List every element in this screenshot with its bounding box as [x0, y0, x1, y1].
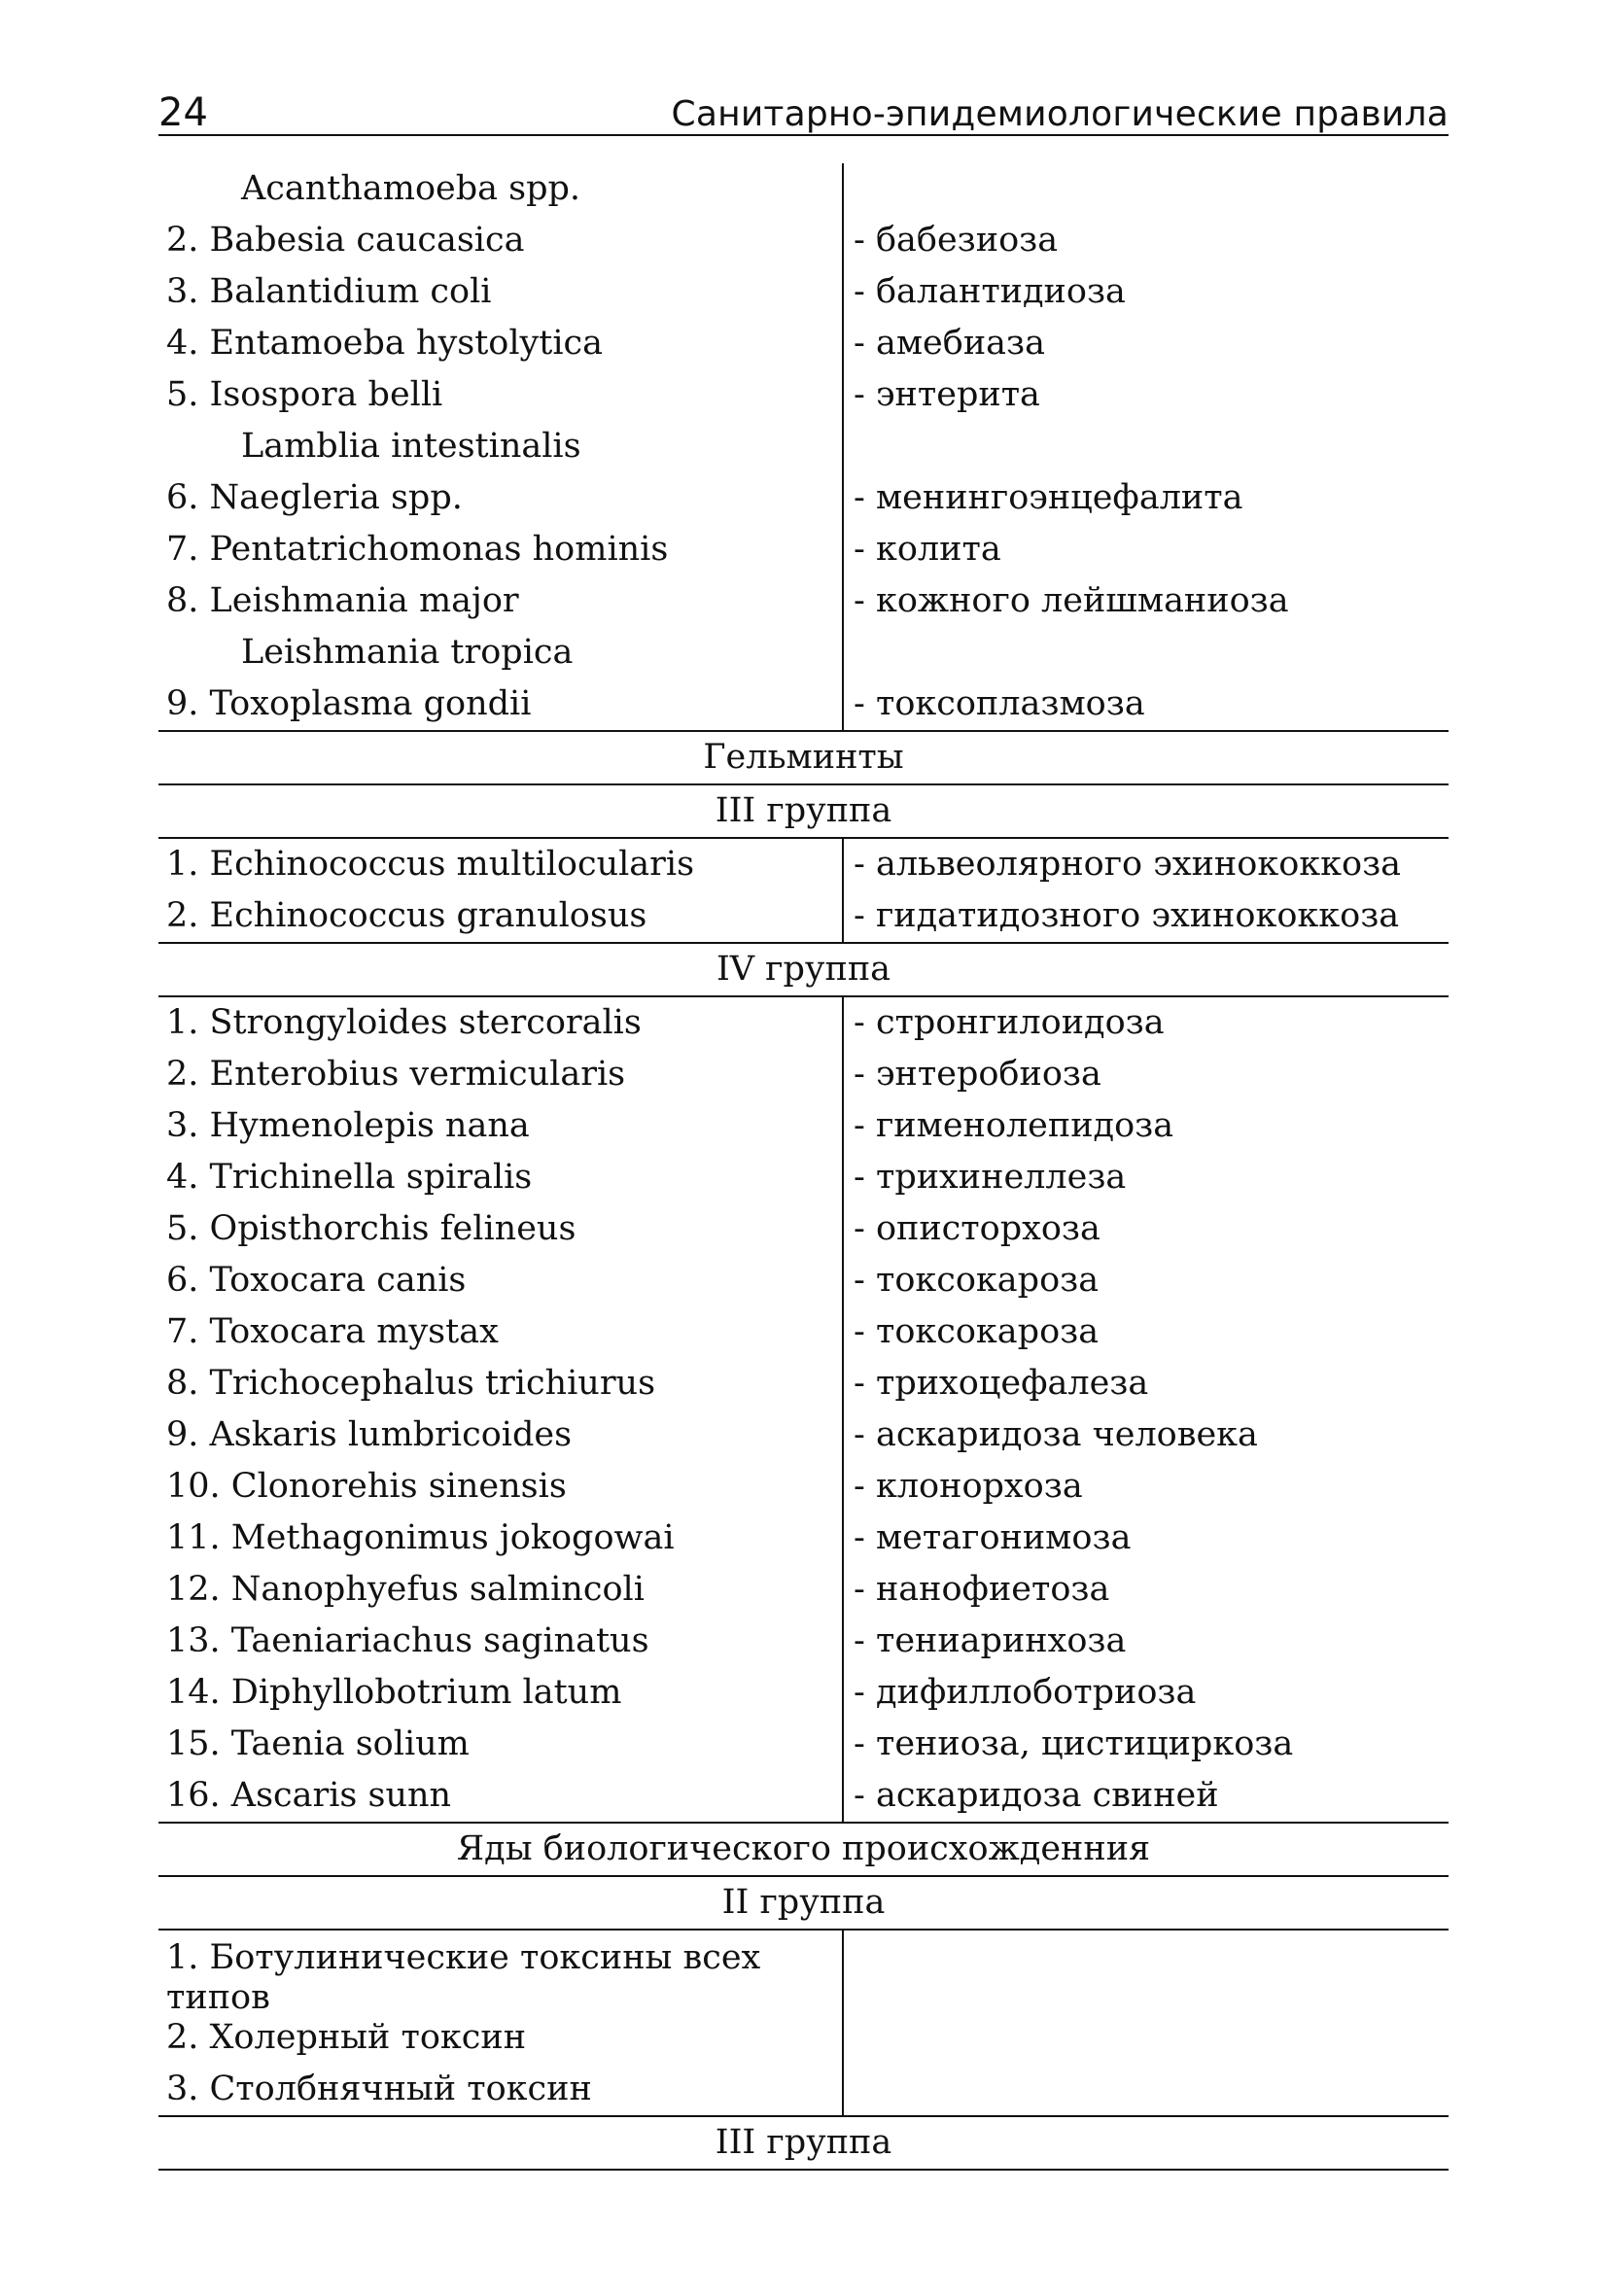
table-row: [158, 1358, 1449, 1409]
table-row: [158, 421, 1449, 472]
organism-name: 5. Isospora belli: [166, 375, 443, 414]
disease-name: - нанофиетоза: [854, 1570, 1110, 1609]
disease-name: - аскаридоза человека: [854, 1415, 1258, 1454]
table-row: [158, 627, 1449, 678]
table-row: [158, 575, 1449, 627]
table-row: [158, 266, 1449, 318]
disease-name: - метагонимоза: [854, 1518, 1132, 1557]
organism-name: 8. Leishmania major: [166, 581, 519, 620]
table-row: [158, 1667, 1449, 1719]
disease-name: - альвеолярного эхинококкоза: [854, 845, 1402, 884]
table-row: [158, 1409, 1449, 1461]
organism-name: 1. Strongyloides stercoralis: [166, 1003, 642, 1042]
disease-name: - трихоцефалеза: [854, 1364, 1149, 1403]
organism-name: 10. Clonorehis sinensis: [166, 1467, 567, 1506]
organism-name: 3. Balantidium coli: [166, 272, 492, 311]
disease-name: - аскаридоза свиней: [854, 1776, 1219, 1815]
disease-name: - трихинеллеза: [854, 1158, 1127, 1197]
page-number: 24: [158, 90, 208, 135]
disease-name: - токсокароза: [854, 1312, 1100, 1351]
section-group-2: II группа: [721, 1883, 886, 1922]
organism-name: 5. Opisthorchis felineus: [166, 1209, 576, 1248]
section-toxins: Яды биологического происхожденния: [456, 1829, 1151, 1868]
table-row: [158, 524, 1449, 575]
organism-name: 2. Babesia caucasica: [166, 221, 525, 260]
organism-name: 15. Taenia solium: [166, 1724, 470, 1763]
table-row: [158, 1306, 1449, 1358]
protozoa-group: [158, 163, 1449, 730]
table-row: [158, 1100, 1449, 1152]
organism-name: 6. Naegleria spp.: [166, 478, 463, 517]
organism-name: Leishmania tropica: [241, 633, 574, 672]
organism-name: 4. Entamoeba hystolytica: [166, 324, 604, 363]
helminth-group-3: [158, 839, 1449, 942]
disease-name: - тениоза, цистициркоза: [854, 1724, 1294, 1763]
disease-name: - токсокароза: [854, 1261, 1100, 1300]
table-row: [158, 472, 1449, 524]
table-row: [158, 839, 1449, 890]
organism-name: 9. Askaris lumbricoides: [166, 1415, 573, 1454]
section-group-3: III группа: [715, 791, 892, 830]
table-row: [158, 318, 1449, 369]
organism-name: 13. Taeniariachus saginatus: [166, 1621, 649, 1660]
pathogen-table: [158, 163, 1449, 2171]
disease-name: - энтерита: [854, 375, 1040, 414]
organism-name: 11. Methagonimus jokogowai: [166, 1518, 675, 1557]
page-header: [158, 80, 1449, 136]
disease-name: - амебиаза: [854, 324, 1045, 363]
organism-name: 2. Enterobius vermicularis: [166, 1055, 626, 1094]
table-row: [158, 1513, 1449, 1564]
table-row: [158, 215, 1449, 266]
disease-name: - колита: [854, 530, 1001, 569]
table-row: [158, 163, 1449, 215]
section-group-4: IV группа: [716, 950, 891, 989]
disease-name: - клонорхоза: [854, 1467, 1083, 1506]
table-row: [158, 1461, 1449, 1513]
organism-name: Acanthamoeba spp.: [241, 169, 581, 208]
organism-name: 4. Trichinella spiralis: [166, 1158, 533, 1197]
disease-name: - энтеробиоза: [854, 1055, 1101, 1094]
table-row: [158, 997, 1449, 1049]
table-row: [158, 2012, 1449, 2064]
organism-name: 12. Nanophyefus salmincoli: [166, 1570, 645, 1609]
organism-name: 14. Diphyllobotrium latum: [166, 1673, 622, 1712]
organism-name: 3. Столбнячный токсин: [166, 2070, 592, 2108]
organism-name: 16. Ascaris sunn: [166, 1776, 452, 1815]
table-row: [158, 1049, 1449, 1100]
organism-name: 2. Холерный токсин: [166, 2018, 527, 2057]
organism-name: 9. Toxoplasma gondii: [166, 684, 532, 723]
table-row: [158, 890, 1449, 942]
disease-name: - описторхоза: [854, 1209, 1100, 1248]
disease-name: - бабезиоза: [854, 221, 1059, 260]
running-title: Санитарно-эпидемиологические правила: [671, 94, 1449, 134]
helminth-group-4: [158, 997, 1449, 1822]
table-row: [158, 1564, 1449, 1616]
table-row: [158, 1616, 1449, 1667]
disease-name: - менингоэнцефалита: [854, 478, 1243, 517]
organism-name: Lamblia intestinalis: [241, 427, 581, 466]
table-row: [158, 678, 1449, 730]
disease-name: - гидатидозного эхинококкоза: [854, 896, 1400, 935]
disease-name: - гименолепидоза: [854, 1106, 1174, 1145]
organism-name: 2. Echinococcus granulosus: [166, 896, 647, 935]
disease-name: - токсоплазмоза: [854, 684, 1145, 723]
organism-name: 3. Hymenolepis nana: [166, 1106, 530, 1145]
table-row: [158, 1152, 1449, 1203]
organism-name: 1. Echinococcus multilocularis: [166, 845, 695, 884]
section-group-3-toxins: III группа: [715, 2123, 892, 2162]
table-row: [158, 1203, 1449, 1255]
section-helminths: Гельминты: [703, 738, 904, 777]
organism-name: 8. Trichocephalus trichiurus: [166, 1364, 656, 1403]
table-row: [158, 369, 1449, 421]
table-row: [158, 1770, 1449, 1822]
organism-name: 7. Pentatrichomonas hominis: [166, 530, 669, 569]
table-row: [158, 1255, 1449, 1306]
disease-name: - балантидиоза: [854, 272, 1126, 311]
disease-name: - дифиллоботриоза: [854, 1673, 1197, 1712]
organism-name: 6. Toxocara canis: [166, 1261, 467, 1300]
disease-name: - тениаринхоза: [854, 1621, 1127, 1660]
organism-name: 1. Ботулинические токсины всех типов: [166, 1938, 761, 2017]
table-row: [158, 2064, 1449, 2115]
table-row: [158, 1719, 1449, 1770]
table-row: [158, 1931, 1449, 2017]
toxin-group-2: [158, 1931, 1449, 2115]
disease-name: - кожного лейшманиоза: [854, 581, 1289, 620]
disease-name: - стронгилоидоза: [854, 1003, 1165, 1042]
organism-name: 7. Toxocara mystax: [166, 1312, 499, 1351]
